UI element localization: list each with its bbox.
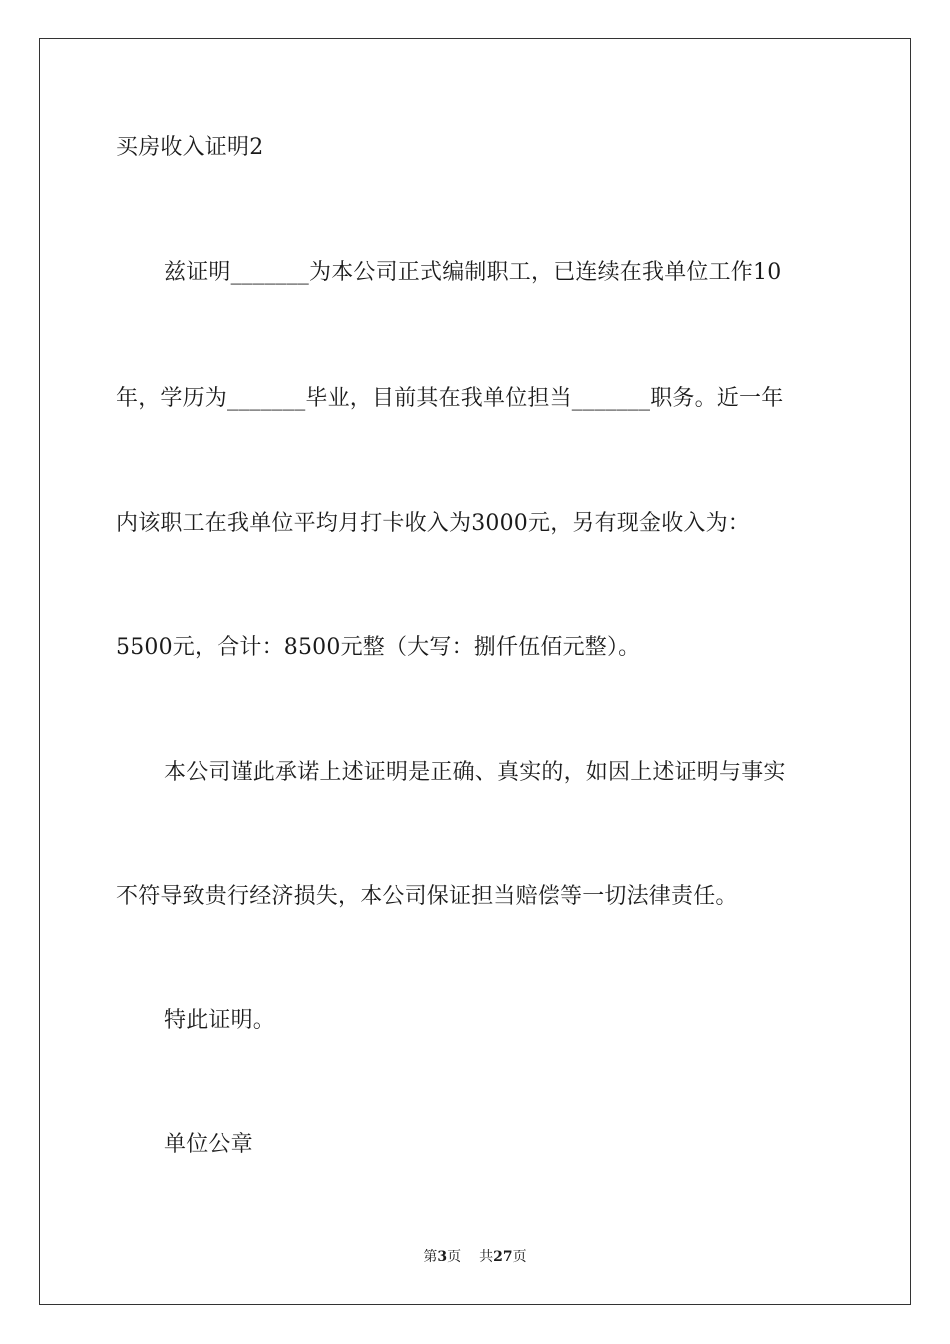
page-number: 3 <box>437 1249 448 1265</box>
page-border <box>39 38 911 1305</box>
paragraph-line-3: 内该职工在我单位平均月打卡收入为3000元，另有现金收入为： <box>116 511 750 536</box>
page-prefix: 第 <box>423 1249 438 1265</box>
paragraph-line-5: 本公司谨此承诺上述证明是正确、真实的，如因上述证明与事实 <box>164 760 786 785</box>
page-suffix: 页 <box>447 1249 462 1265</box>
total-pages: 27 <box>493 1249 513 1265</box>
closing-statement: 特此证明。 <box>164 1008 276 1033</box>
company-seal-label: 单位公章 <box>164 1132 253 1157</box>
document-title: 买房收入证明2 <box>116 135 264 160</box>
total-prefix: 共 <box>479 1249 494 1265</box>
paragraph-line-4: 5500元，合计：8500元整（大写：捌仟伍佰元整）。 <box>116 635 641 660</box>
page-footer <box>0 1247 950 1267</box>
paragraph-line-6: 不符导致贵行经济损失，本公司保证担当赔偿等一切法律责任。 <box>116 884 738 909</box>
total-suffix: 页 <box>512 1249 527 1265</box>
paragraph-line-1: 兹证明_______为本公司正式编制职工，已连续在我单位工作10 <box>164 260 782 285</box>
paragraph-line-2: 年，学历为_______毕业，目前其在我单位担当_______职务。近一年 <box>116 386 784 411</box>
